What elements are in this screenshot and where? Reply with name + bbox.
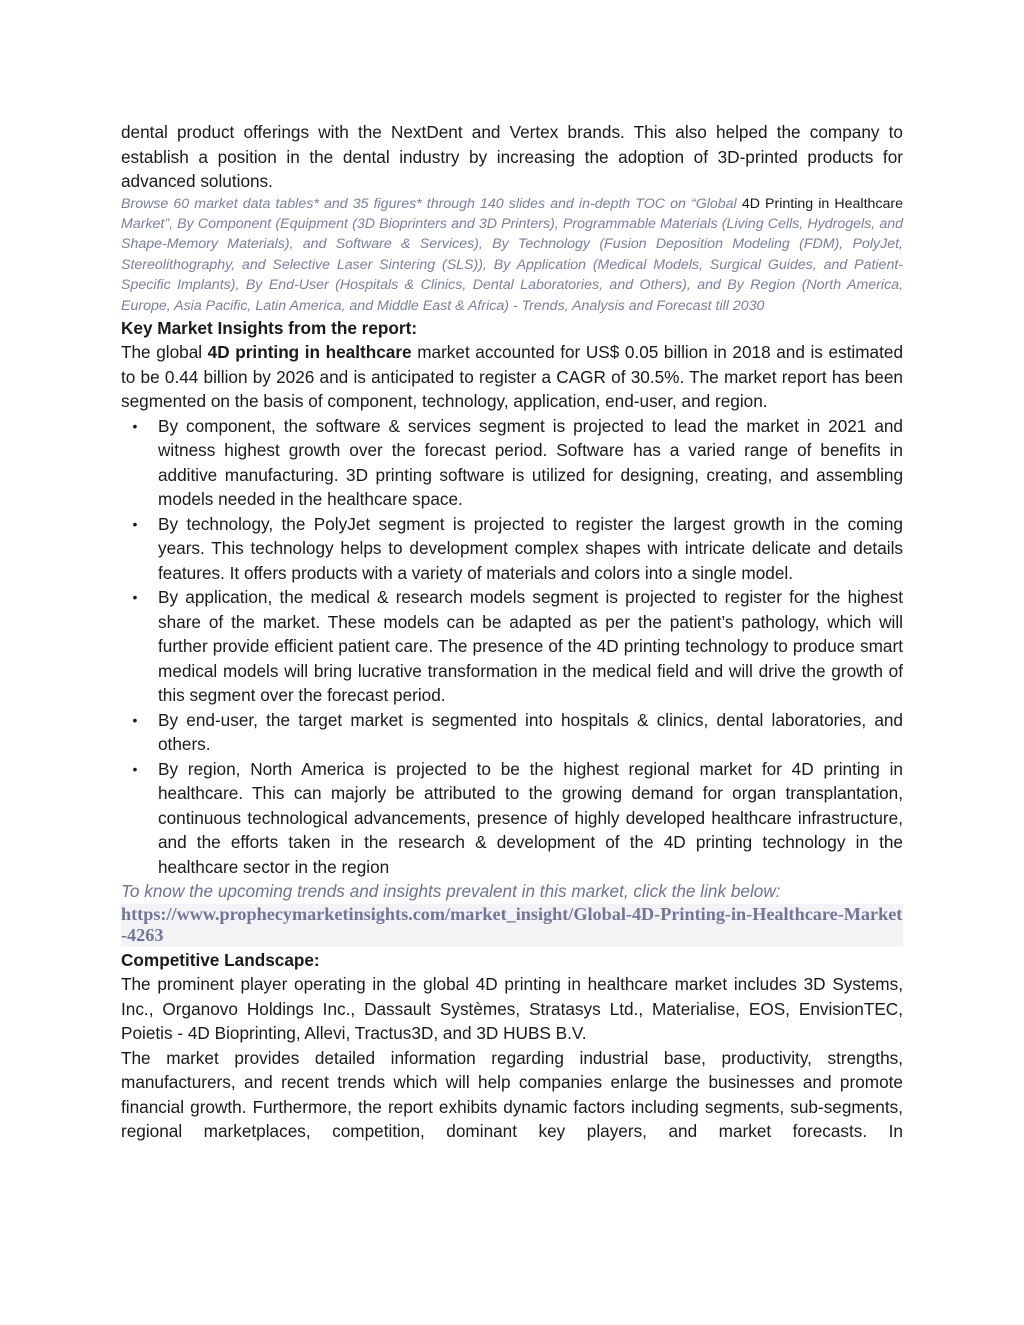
bullet-end-user [121,708,903,757]
key-insights-heading: Key Market Insights from the report: [121,317,418,338]
bullet-application [121,585,903,708]
bullet-text: By region, North America is projected to be the highest regional market for 4D printing in healthcare. This can majorly be attributed to the growing demand for organ transplantation, continuous technological advancements, presence of highly developed healthcare infrastructure, and the efforts taken in the research & development of the 4D printing technology in the healthcare sector in the region [158,758,903,877]
market-details-paragraph: The market provides detailed information regarding industrial base, productivity, strengths, manufacturers, and recent trends which will help companies enlarge the businesses and promote financial growth. Furthermore, the report exhibits dynamic factors including segments, sub-segments, regional marketplaces, competition, dominant key players, and market forecasts. In [121,1047,903,1142]
report-description-lead: Browse 60 market data tables* and 35 figures* through 140 slides and in-depth TOC on “Global [121,195,742,212]
bullet-text: By end-user, the target market is segmented into hospitals & clinics, dental laboratories, and others. [158,709,903,755]
bullet-text: By technology, the PolyJet segment is projected to register the largest growth in the coming years. This technology helps to development complex shapes with intricate delicate and details features. It offers products with a variety of materials and colors into a single model. [158,513,903,583]
report-link[interactable]: https://www.prophecymarketinsights.com/market_insight/Global-4D-Printing-in-Healthcare-Market-4263 [121,903,903,946]
report-description [121,194,903,316]
bullet-dot-icon: • [132,417,138,434]
bullet-region [121,757,903,880]
bullet-component [121,414,903,512]
market-summary-lead: The global [121,342,208,363]
bullet-dot-icon: • [132,711,138,728]
report-title-inline: 4D Printing in Healthcare [741,195,904,212]
market-summary-paragraph [121,340,903,414]
intro-paragraph: dental product offerings with the NextDent and Vertex brands. This also helped the company to establish a position in the dental industry by increasing the adoption of 3D-printed products for advanced solutions. [121,122,903,191]
key-players-paragraph: The prominent player operating in the global 4D printing in healthcare market includes 3D Systems, Inc., Organovo Holdings Inc., Dassault Systèmes, Stratasys Ltd., Materialise, EOS, EnvisionTEC, Poietis - 4D Bioprinting, Allevi, Tractus3D, and 3D HUBS B.V. [121,974,903,1044]
competitive-landscape-heading: Competitive Landscape: [121,949,320,970]
insights-bullet-list [121,414,903,880]
report-description-segments: Market”, By Component (Equipment (3D Bioprinters and 3D Printers), Programmable Materials (Living Cells, Hydrogels, and Shape-Memory Materials), and Software & Services), By Technology (Fusion Deposition Modeling (FDM), PolyJet, Stereolithography, and Selective Laser Sintering (SLS)), By Application (Medical Models, Surgical Guides, and Patient-Specific Implants), By End-User (Hospitals & Clinics, Dental Laboratories, and Others), and By Region (North America, Europe, Asia Pacific, Latin America, and Middle East & Africa) - Trends, Analysis and Forecast till 2030 [121,215,903,314]
bullet-dot-icon: • [132,515,138,532]
bullet-dot-icon: • [132,760,138,777]
bullet-text: By application, the medical & research models segment is projected to register for the highest share of the market. These models can be adapted as per the patient’s pathology, which will further provide efficient patient care. The presence of the 4D printing technology to produce smart medical models will bring lucrative transformation in the medical field and will drive the growth of this segment over the forecast period. [158,587,903,706]
bullet-text: By component, the software & services segment is projected to lead the market in 2021 and witness highest growth over the forecast period. Software has a varied range of benefits in additive manufacturing. 3D printing software is utilized for designing, creating, and assembling models needed in the healthcare space. [158,415,903,510]
link-prompt: To know the upcoming trends and insights prevalent in this market, click the link below: [121,881,781,902]
bullet-dot-icon: • [132,589,138,606]
market-keyword: 4D printing in healthcare [207,342,412,363]
market-summary-body: market accounted for US$ 0.05 billion in 2018 and is estimated to be 0.44 billion by 2026 and is anticipated to register a CAGR of 30.5%. The market report has been segmented on the basis of component, technology, application, end-user, and region. [121,342,903,412]
bullet-technology [121,512,903,586]
document-body [121,120,903,1144]
